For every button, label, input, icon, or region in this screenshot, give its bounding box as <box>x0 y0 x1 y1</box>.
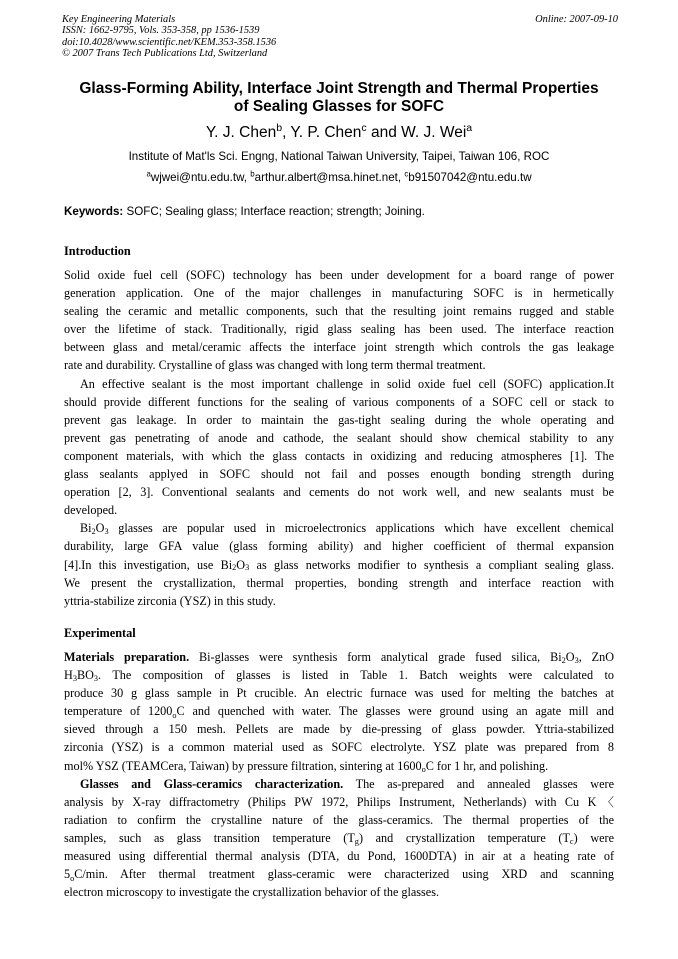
text-line: analysis by X-ray diffractometry (Philips PW 1972, Philips Instrument, Netherlands) with Cu K〈 <box>64 794 614 809</box>
text-line <box>64 519 614 537</box>
text-fragment: . The composition of glasses is listed in Table 1. Batch weights were calculated to <box>98 668 614 683</box>
formula-subscript: 2 <box>561 655 566 665</box>
text-fragment: ) and crystallization temperature (T <box>358 830 570 845</box>
email-3: b91507042@ntu.edu.tw <box>408 171 532 184</box>
formula-subscript: 3 <box>245 563 250 573</box>
text-line: should provide different functions for the sealing of various components of a SOFC cell or stack to <box>64 394 614 409</box>
paper-title <box>40 80 638 116</box>
text-line: sealing the ceramic and metallic components, such that the resulting joint remains rugged and stable <box>64 304 614 319</box>
text-line <box>64 702 614 720</box>
author-2-mark: c <box>361 122 367 135</box>
text-line: We present the crystallization, thermal properties, bonding strength and interface reaction with <box>64 575 614 590</box>
text-line <box>64 666 614 684</box>
formula-part: BO <box>76 668 94 683</box>
formula-subscript: 3 <box>72 673 77 683</box>
keywords <box>64 205 614 219</box>
author-separator-2: and <box>366 124 402 141</box>
text-fragment: C for 1 hr, and polishing. <box>425 758 549 773</box>
formula-subscript: 3 <box>104 526 109 536</box>
text-line: produce 30 g glass sample in Pt crucible. An electric furnace was used for melting the batches at <box>64 686 614 701</box>
text-line: sieved through a 150 mesh. Pellets are made by die-pressing of glass powder. Yttria-stabilized <box>64 722 614 737</box>
formula-subscript: 2 <box>91 526 96 536</box>
author-1: Y. J. Chen <box>205 124 277 141</box>
text-fragment: Bi-glasses were synthesis form analytical grade fused silica, Bi <box>189 650 562 664</box>
text-line: prevent gas penetrating of anode and cathode, the sealant should show chemical stability to any <box>64 430 614 445</box>
text-line: measured using differential thermal analysis (DTA, du Pond, 1600DTA) in air at a heating rate of <box>64 849 614 864</box>
text-line: generation application. One of the major challenges in manufacturing SOFC is in hermetically <box>64 286 614 301</box>
formula-part: Bi <box>80 521 92 536</box>
text-line <box>64 865 614 883</box>
text-fragment: , ZnO <box>578 650 615 664</box>
text-line: developed. <box>64 503 118 518</box>
text-line: yttria-stabilize zirconia (YSZ) in this study. <box>64 593 276 608</box>
experimental-body <box>64 648 614 901</box>
text-fragment: as glass networks modifier to synthesis a compliant sealing glass. <box>249 557 614 572</box>
journal-copyright: © 2007 Trans Tech Publications Ltd, Switzerland <box>62 48 268 60</box>
journal-header <box>62 14 618 60</box>
text-line: zirconia (YSZ) is a common material used as SOFC electrolyte. YSZ plate was prepared from 8 <box>64 740 614 755</box>
text-line: durability, large GFA value (glass forming ability) and higher coefficient of thermal expansion <box>64 539 614 554</box>
text-line: Solid oxide fuel cell (SOFC) technology has been under development for a board range of power <box>64 268 614 282</box>
email-2-mark: b <box>250 169 255 179</box>
journal-issn: ISSN: 1662-9795, Vols. 353-358, pp 1536-1539 <box>62 25 260 37</box>
formula-subscript: 2 <box>232 563 237 573</box>
text-fragment: [4].In this investigation, use Bi <box>64 557 233 572</box>
text-line: over the lifetime of stack. Traditionally, rigid glass sealing has been used. The interface reaction <box>64 322 614 337</box>
affiliation: Institute of Mat'ls Sci. Engng, National Taiwan University, Taipei, Taiwan 106, ROC <box>128 150 550 163</box>
formula-part: H <box>64 668 73 683</box>
formula-part: O <box>565 650 575 664</box>
formula-subscript: 3 <box>93 673 99 683</box>
text-line <box>64 648 614 666</box>
text-line: electron microscopy to investigate the crystallization behavior of the glasses. <box>64 885 439 900</box>
keywords-text: SOFC; Sealing glass; Interface reaction; strength; Joining. <box>123 205 425 218</box>
author-3-mark: a <box>466 122 473 135</box>
text-fragment: samples, such as glass transition temperature (T <box>64 830 355 845</box>
text-fragment: The as-prepared and annealed glasses were <box>343 776 614 791</box>
text-line <box>64 757 614 775</box>
formula-subscript: g <box>354 836 359 846</box>
paragraph-label: Glasses and Glass-ceramics characterization. <box>80 776 344 791</box>
text-line <box>64 556 614 574</box>
degree-mark: o <box>421 765 426 775</box>
author-emails <box>40 171 638 185</box>
keywords-label: Keywords: <box>64 205 124 218</box>
introduction-heading: Introduction <box>64 244 131 258</box>
degree-mark: o <box>172 710 177 720</box>
author-2: Y. P. Chen <box>290 124 362 141</box>
text-line <box>64 775 614 793</box>
text-fragment: 5 <box>64 867 71 882</box>
text-fragment: C and quenched with water. The glasses were ground using an agate mill and <box>176 704 614 719</box>
journal-doi: doi:10.4028/www.scientific.net/KEM.353-358.1536 <box>62 36 277 48</box>
email-3-mark: c <box>404 169 409 179</box>
text-line: glass sealants applyed in SOFC should not fail and posses enougth bonding strength during <box>64 467 614 482</box>
email-1-mark: a <box>146 169 151 179</box>
experimental-heading: Experimental <box>64 626 136 640</box>
text-line: operation [2, 3]. Conventional sealants and cements do not work well, and new sealants must be <box>64 485 614 500</box>
text-fragment: temperature of 1200 <box>64 704 173 719</box>
author-separator-1: , <box>282 124 291 141</box>
text-fragment: C/min. After thermal treatment glass-ceramic were characterized using XRD and scanning <box>74 867 614 882</box>
journal-name: Key Engineering Materials <box>62 14 176 25</box>
author-1-mark: b <box>276 122 283 135</box>
introduction-body <box>64 266 614 610</box>
text-line: An effective sealant is the most important challenge in solid oxide fuel cell (SOFC) application.It <box>80 376 614 391</box>
formula-subscript: c <box>569 836 574 846</box>
text-fragment: ) were <box>573 830 614 845</box>
online-date: Online: 2007-09-10 <box>535 14 618 25</box>
degree-mark: o <box>70 873 75 883</box>
text-line: radiation to confirm the crystalline nature of the glass-ceramics. The thermal properties of the <box>64 812 614 827</box>
author-3: W. J. Wei <box>401 124 467 141</box>
paragraph-label: Materials preparation. <box>64 650 190 664</box>
text-line: rate and durability. Crystalline of glass was changed with long term thermal treatment. <box>64 358 486 373</box>
text-line: between glass and metal/ceramic affects the interface joint strength which controls the gas leakage <box>64 340 614 355</box>
formula-subscript: 3 <box>574 655 579 665</box>
text-line: component materials, with which the glass contacts in oxidizing and reducing atmospheres [1]. The <box>64 448 614 463</box>
email-2: arthur.albert@msa.hinet.net, <box>254 171 405 184</box>
text-line: prevent gas leakage. In order to maintain the gas-tight sealing during the whole operating and <box>64 412 614 427</box>
text-fragment: glasses are popular used in microelectronics applications which have excellent chemical <box>108 521 614 536</box>
text-line <box>64 829 614 847</box>
title-line-2: of Sealing Glasses for SOFC <box>233 98 445 115</box>
text-fragment: mol% YSZ (TEAMCera, Taiwan) by pressure filtration, sintering at 1600 <box>64 758 422 773</box>
email-1: wjwei@ntu.edu.tw, <box>150 171 251 184</box>
author-list <box>40 123 638 143</box>
formula-part: O <box>236 557 246 572</box>
title-line-1: Glass-Forming Ability, Interface Joint Strength and Thermal Properties <box>79 80 599 97</box>
formula-part: O <box>95 521 105 536</box>
